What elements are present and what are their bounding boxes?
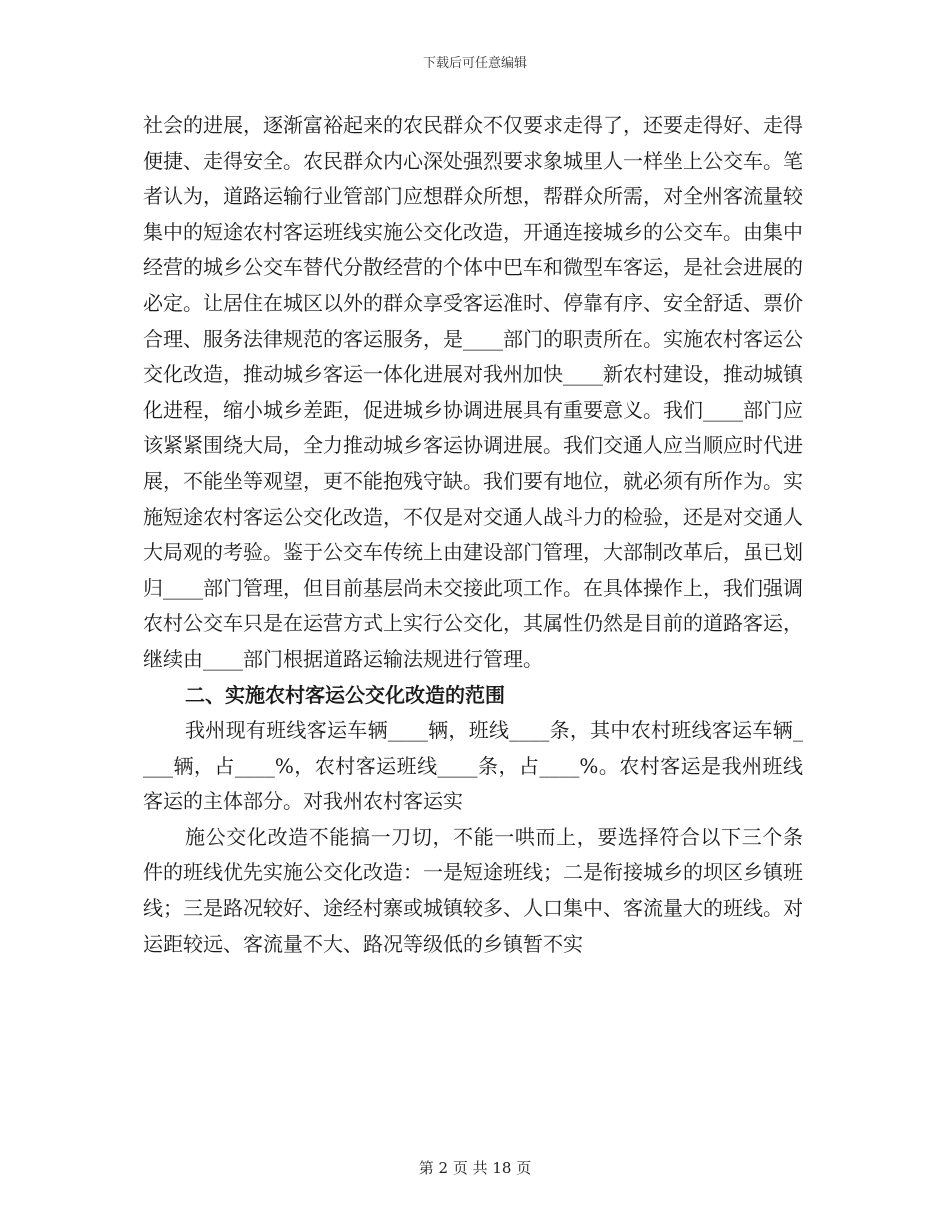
section-heading: 二、实施农村客运公交化改造的范围 [185,682,505,707]
page-number: 第 2 页 共 18 页 [418,1159,532,1177]
body-paragraph-3: 施公交化改造不能搞一刀切，不能一哄而上，要选择符合以下三个条件的班线优先实施公交化改造：一是短途班线；二是衔接城乡的坝区乡镇班线；三是路况较好、途经村寨或城镇较多、人口集中、客流量大的班线。对运距较远、客流量不大、路况等级低的乡镇暂不实 [143,824,803,956]
body-paragraph-1: 社会的进展，逐渐富裕起来的农民群众不仅要求走得了，还要走得好、走得便捷、走得安全。农民群众内心深处强烈要求象城里人一样坐上公交车。笔者认为，道路运输行业管部门应想群众所想，帮群众所需，对全州客流量较集中的短途农村客运班线实施公交化改造，开通连接城乡的公交车。由集中经营的城乡公交车替代分散经营的个体中巴车和微型车客运，是社会进展的必定。让居住在城区以外的群众享受客运准时、停靠有序、安全舒适、票价合理、服务法律规范的客运服务，是____部门的职责所在。实施农村客运公交化改造，推动城乡客运一体化进展对我州加快____新农村建设，推动城镇化进程，缩小城乡差距，促进城乡协调进展具有重要意义。我们____部门应该紧紧围绕大局，全力推动城乡客运协调进展。我们交通人应当顺应时代进展，不能坐等观望，更不能抱残守缺。我们要有地位，就必须有所作为。实施短途农村客运公交化改造，不仅是对交通人战斗力的检验，还是对交通人大局观的考验。鉴于公交车传统上由建设部门管理，大部制改革后，虽已划归____部门管理，但目前基层尚未交接此项工作。在具体操作上，我们强调农村公交车只是在运营方式上实行公交化，其属性仍然是目前的道路客运，继续由____部门根据道路运输法规进行管理。 [143,113,803,671]
body-paragraph-2: 我州现有班线客运车辆____辆，班线____条，其中农村班线客运车辆____辆，占____%，农村客运班线____条，占____%。农村客运是我州班线客运的主体部分。对我州农村客运实 [143,718,803,814]
document-body [143,108,803,962]
page-header-note: 下载后可任意编辑 [422,56,527,71]
